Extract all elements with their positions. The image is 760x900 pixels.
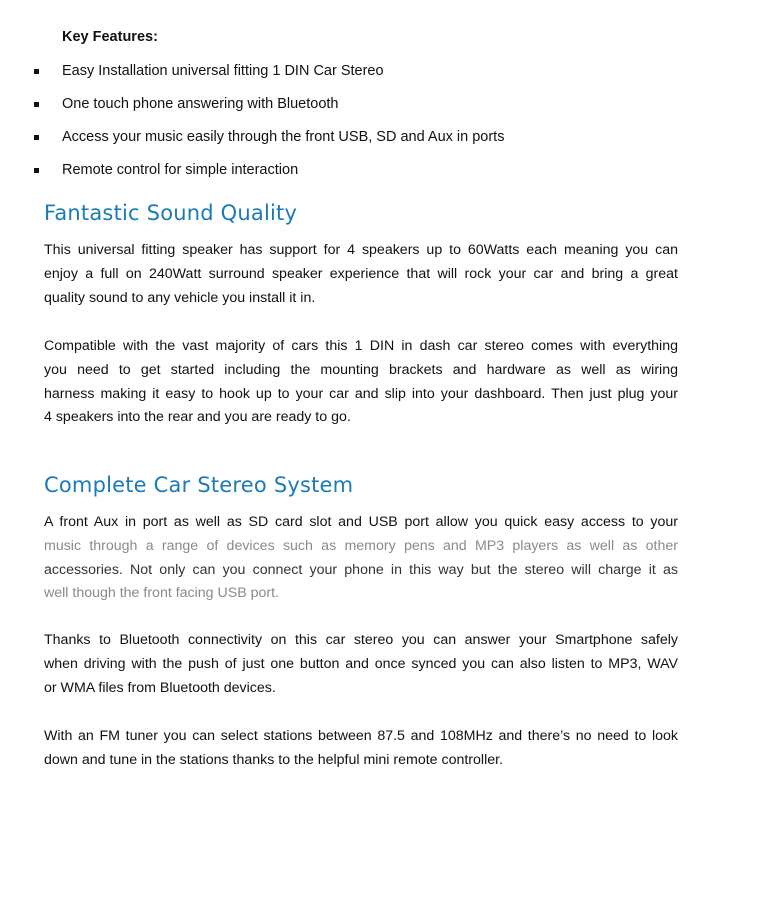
key-features-title: Key Features: — [62, 29, 158, 45]
text-line: A front Aux in port as well as SD card slot and USB port allow you quick easy access to your — [44, 514, 678, 530]
text-line: enjoy a full on 240Watt surround speaker experience that will rock your car and bring a great — [44, 265, 678, 282]
list-item — [34, 160, 504, 193]
text-line: quality sound to any vehicle you install it in. — [44, 289, 316, 306]
list-item — [34, 127, 504, 160]
paragraph — [44, 336, 678, 431]
text-line: With an FM tuner you can select stations between 87.5 and 108MHz and there’s no need to look — [44, 728, 678, 744]
list-item-text: Easy Installation universal fitting 1 DIN Car Stereo — [62, 63, 384, 79]
list-item-text: One touch phone answering with Bluetooth — [62, 96, 339, 112]
section-heading: Complete Car Stereo System — [44, 473, 354, 497]
text-line: 4 speakers into the rear and you are ready to go. — [44, 409, 351, 426]
paragraph — [44, 630, 678, 701]
bullet-icon — [34, 102, 39, 107]
text-line: you need to get started including the mounting brackets and hardware as well as wiring — [44, 361, 678, 378]
text-line: well though the front facing USB port. — [44, 585, 280, 602]
paragraph — [44, 726, 678, 774]
text-line: harness making it easy to hook up to your car and slip into your dashboard. Then just plug your — [44, 385, 678, 402]
text-line: This universal fitting speaker has support for 4 speakers up to 60Watts each meaning you can — [44, 242, 678, 258]
list-item-text: Remote control for simple interaction — [62, 162, 299, 178]
section-heading: Fantastic Sound Quality — [44, 201, 298, 225]
paragraph — [44, 512, 678, 607]
bullet-icon — [34, 69, 39, 74]
list-item-text: Access your music easily through the front USB, SD and Aux in ports — [62, 129, 505, 145]
text-line: music through a range of devices such as memory pens and MP3 players as well as other — [44, 537, 678, 554]
text-line: Compatible with the vast majority of cars this 1 DIN in dash car stereo comes with everything — [44, 338, 678, 354]
text-line: or WMA files from Bluetooth devices. — [44, 679, 276, 696]
text-line: accessories. Not only can you connect your phone in this way but the stereo will charge it as — [44, 561, 678, 578]
text-line: down and tune in the stations thanks to the helpful mini remote controller. — [44, 751, 504, 768]
text-line: Thanks to Bluetooth connectivity on this car stereo you can answer your Smartphone safely — [44, 632, 678, 648]
bullet-icon — [34, 168, 39, 173]
paragraph — [44, 240, 678, 311]
bullet-icon — [34, 135, 39, 140]
text-line: when driving with the push of just one button and once synced you can also listen to MP3, WAV — [44, 655, 678, 672]
list-item — [34, 61, 504, 94]
list-item — [34, 94, 504, 127]
key-features-list — [34, 61, 504, 193]
